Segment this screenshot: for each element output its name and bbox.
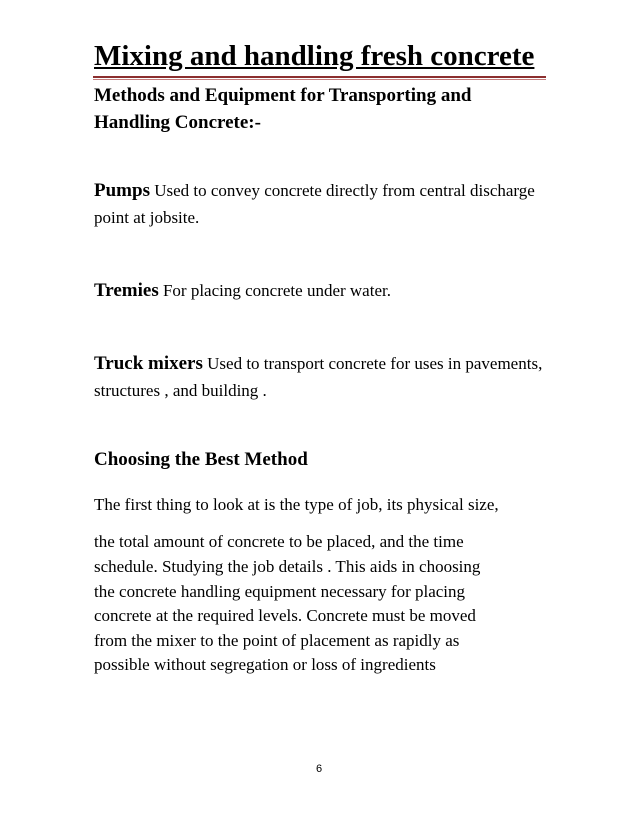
body-paragraph-bottom bbox=[94, 555, 480, 678]
subtitle-line-2: Handling Concrete:- bbox=[94, 112, 261, 133]
item-description: For placing concrete under water. bbox=[158, 281, 391, 300]
paragraph-line: The first thing to look at is the type of job, its physical size, bbox=[94, 495, 499, 514]
item-description: Used to transport concrete for uses in pavements, structures , and building . bbox=[94, 354, 543, 400]
item-term: Tremies bbox=[94, 280, 159, 301]
item-term: Truck mixers bbox=[94, 353, 203, 374]
list-item-tremies bbox=[94, 277, 564, 304]
section-heading: Choosing the Best Method bbox=[94, 449, 308, 470]
page-number: 6 bbox=[315, 763, 323, 775]
subtitle-line-1: Methods and Equipment for Transporting and bbox=[94, 85, 472, 106]
list-item-pumps bbox=[94, 177, 564, 231]
paragraph-line: schedule. Studying the job details . This aids in choosing bbox=[94, 557, 481, 576]
section-subtitle bbox=[94, 82, 471, 136]
title-underline-rule-secondary bbox=[93, 79, 546, 80]
body-paragraph-top bbox=[94, 486, 499, 560]
list-item-truck-mixers bbox=[94, 350, 564, 404]
paragraph-line: concrete at the required levels. Concrete must be moved bbox=[94, 606, 476, 625]
paragraph-line: from the mixer to the point of placement as rapidly as bbox=[94, 630, 460, 650]
title-underline-rule bbox=[93, 76, 546, 78]
paragraph-line: the concrete handling equipment necessary for placing bbox=[94, 581, 466, 601]
item-term: Pumps bbox=[94, 180, 150, 201]
paragraph-line: possible without segregation or loss of ingredients bbox=[94, 655, 436, 674]
item-description: Used to convey concrete directly from central discharge point at jobsite. bbox=[94, 181, 535, 227]
page-title: Mixing and handling fresh concrete bbox=[94, 40, 535, 72]
paragraph-line: the total amount of concrete to be placed, and the time bbox=[94, 532, 464, 551]
